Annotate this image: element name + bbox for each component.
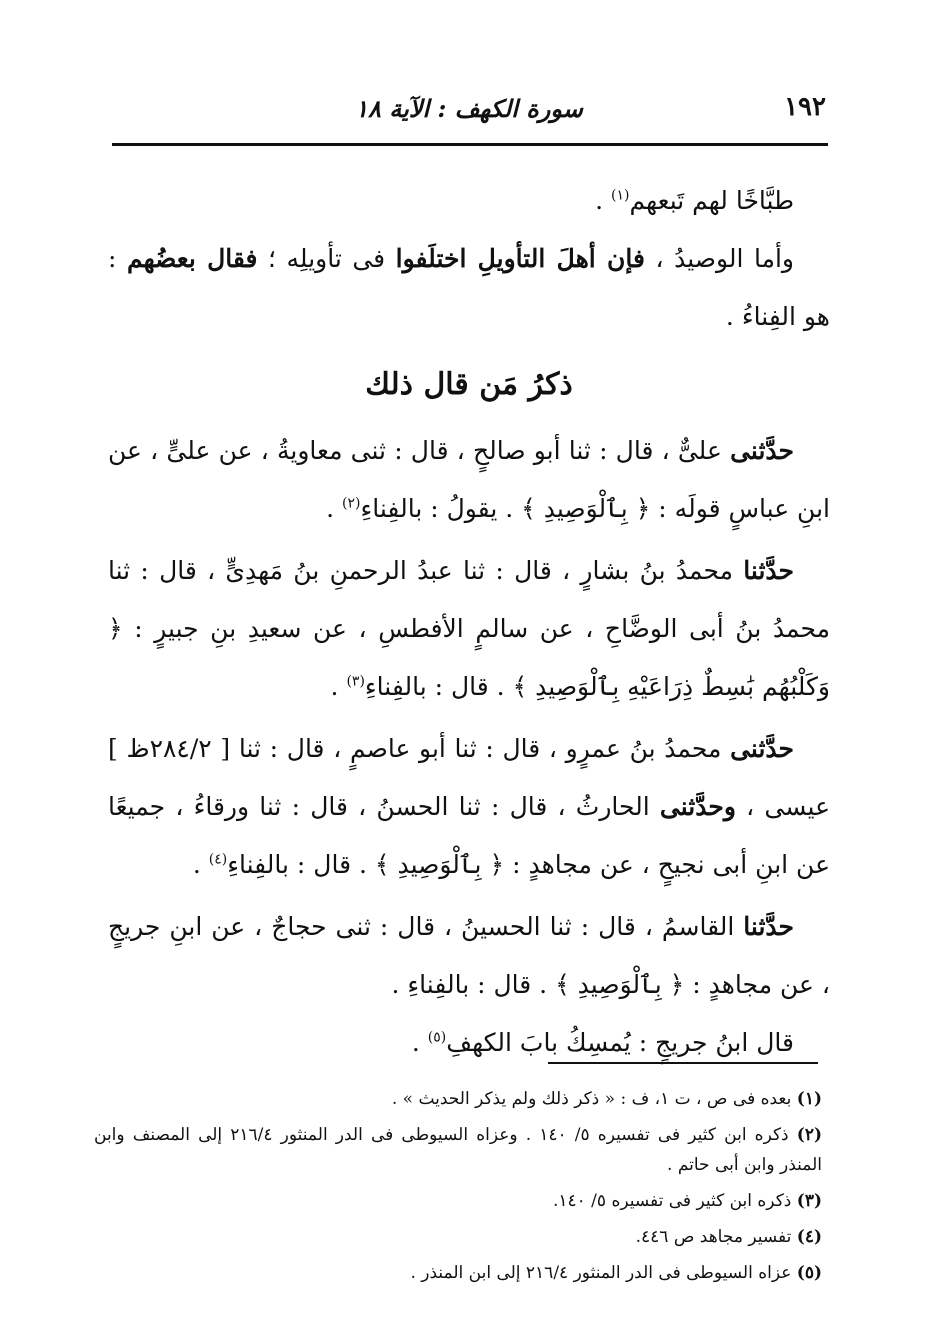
section-heading: ذكرُ مَن قال ذلك: [365, 367, 573, 402]
page-header: [112, 92, 826, 132]
paragraph-3: حدَّثنى علىٌّ ، قال : ثنا أبو صالحٍ ، قال : ثنى معاويةُ ، عن علىٍّ ، عن ابنِ عباسٍ قولَه : ﴿ بِٱلْوَصِيدِ ﴾ . يقولُ : بالفِناءِ$^{(٢)}$ .: [108, 436, 830, 523]
main-text: [108, 172, 830, 1072]
footnote-2: (٢) ذكره ابن كثير فى تفسيره ٥/ ١٤٠ . وعزاه السيوطى فى الدر المنثور ٢١٦/٤ إلى المصنف وابن المنذر وابن أبى حاتم .: [94, 1125, 823, 1175]
paragraph-6: حدَّثنا القاسمُ ، قال : ثنا الحسينُ ، قال : ثنى حجاجٌ ، عن ابنِ جريجٍ ، عن مجاهدٍ : ﴿ بِٱلْوَصِيدِ ﴾ . قال : بالفِناءِ .: [108, 912, 830, 999]
footnote-4: (٤) تفسير مجاهد ص ٤٤٦.: [635, 1227, 822, 1247]
footnote-separator: [548, 1062, 818, 1064]
paragraph-5: حدَّثنى محمدُ بنُ عمرٍو ، قال : ثنا أبو عاصمٍ ، قال : ثنا [ ٢٨٤/٢ظ ] عيسى ، وحدَّثنى الحارثُ ، قال : ثنا الحسنُ ، قال : ثنا ورقاءُ ، جميعًا عن ابنِ أبى نجيحٍ ، عن مجاهدٍ : ﴿ بِٱلْوَصِيدِ ﴾ . قال : بالفِناءِ$^{(٤)}$ .: [108, 734, 830, 879]
paragraph-2: وأما الوصيدُ ، فإن أهلَ التأويلِ اختلَفوا فى تأويلِه ؛ فقال بعضُهم : هو الفِناءُ .: [108, 244, 830, 331]
paragraph-7: قال ابنُ جريجٍ : يُمسِكُ بابَ الكهفِ$^{(٥)}$ .: [411, 1028, 794, 1057]
footnote-ref-2[interactable]: (٢): [342, 495, 361, 512]
page-number: ١٩٢: [784, 92, 826, 122]
footnote-5: (٥) عزاه السيوطى فى الدر المنثور ٢١٦/٤ إلى ابن المنذر .: [410, 1263, 822, 1283]
quran-quote: ﴿ بِٱلْوَصِيدِ ﴾: [521, 494, 651, 523]
footnote-ref-1[interactable]: (١): [611, 187, 630, 204]
paragraph-4: حدَّثنا محمدُ بنُ بشارٍ ، قال : ثنا عبدُ الرحمنِ بنُ مَهدِىٍّ ، قال : ثنا محمدُ بنُ أبى الوضَّاحِ ، عن سالمٍ الأفطسِ ، عن سعيدِ بنِ جبيرٍ : ﴿ وَكَلْبُهُم بَٰسِطٌ ذِرَاعَيْهِ بِٱلْوَصِيدِ ﴾ . قال : بالفِناءِ$^{(٣)}$ .: [108, 556, 830, 701]
footnote-ref-5[interactable]: (٥): [427, 1029, 447, 1046]
quran-quote: ﴿ بِٱلْوَصِيدِ ﴾: [555, 970, 685, 999]
footnote-ref-3[interactable]: (٣): [346, 673, 365, 690]
quran-quote: ﴿ وَكَلْبُهُم بَٰسِطٌ ذِرَاعَيْهِ بِٱلْوَصِيدِ ﴾: [108, 614, 830, 701]
header-rule: [112, 143, 828, 146]
footnote-3: (٣) ذكره ابن كثير فى تفسيره ٥/ ١٤٠.: [552, 1191, 822, 1211]
quran-quote: ﴿ بِٱلْوَصِيدِ ﴾: [374, 850, 505, 879]
footnote-ref-4[interactable]: (٤): [208, 851, 228, 868]
paragraph-1: طبَّاخًا لهم تَبعهم$^{(١)}$ .: [595, 186, 794, 215]
footnotes: [94, 1084, 822, 1294]
footnote-1: (١) بعده فى ص ، ت ١، ف : « ذكر ذلك ولم يذكر الحديث » .: [391, 1089, 822, 1109]
running-title: سورة الكهف : الآية ١٨: [355, 94, 583, 123]
